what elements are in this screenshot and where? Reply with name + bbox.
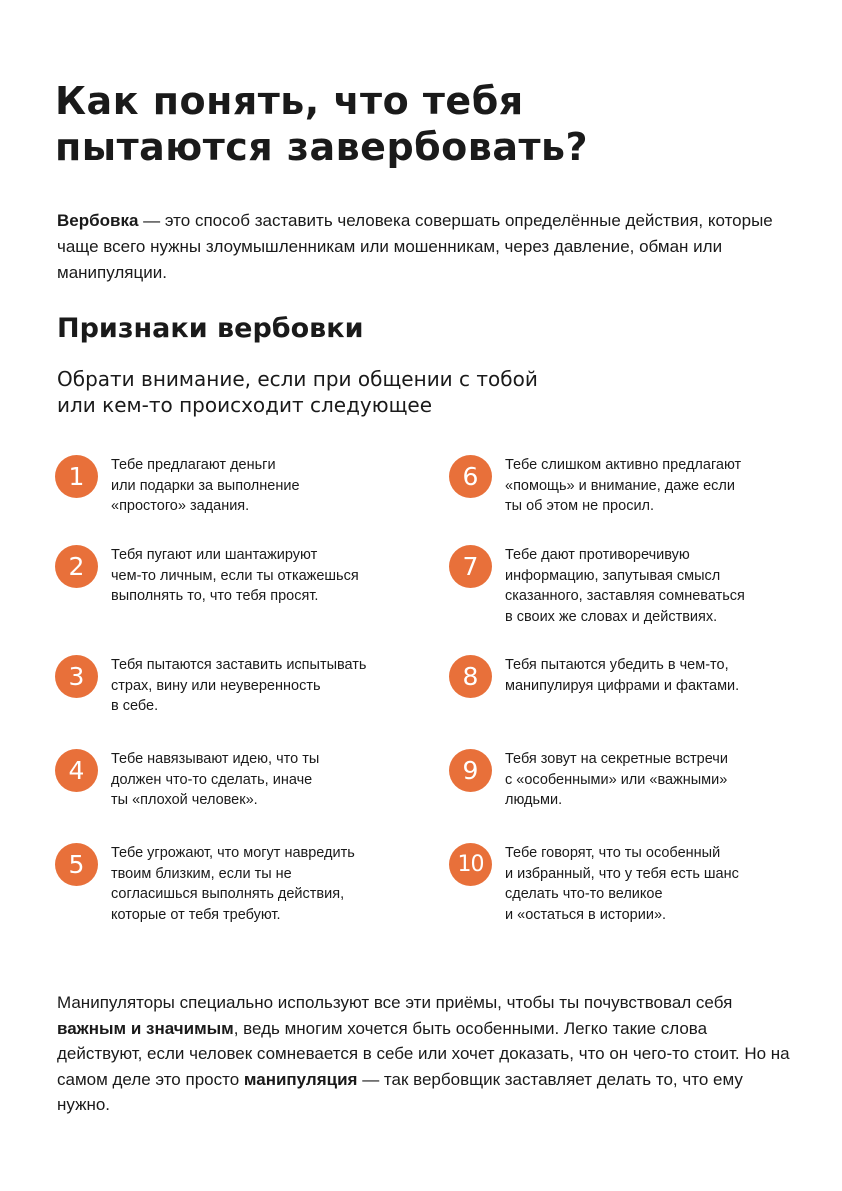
sign-text: Тебе угрожают, что могут навредить твоим близким, если ты не согласишься выполнять действия, которые от тебя требуют. bbox=[111, 845, 355, 923]
sign-text: Тебе говорят, что ты особенный и избранный, что у тебя есть шанс сделать что-то великое и «остаться в истории». bbox=[505, 845, 739, 923]
intro-definition: — это способ заставить человека совершать определённые действия, которые чаще всего нужны злоумышленникам или мошенникам, через давление, обман или манипуляции. bbox=[57, 211, 773, 282]
section-subtitle bbox=[57, 366, 657, 418]
number-badge: 6 bbox=[449, 455, 492, 498]
number-badge: 10 bbox=[449, 843, 492, 886]
title-line-1: Как понять, что тебя bbox=[55, 79, 524, 123]
sign-item-2 bbox=[55, 545, 359, 607]
sign-text: Тебе предлагают деньги или подарки за выполнение «простого» задания. bbox=[111, 457, 300, 514]
number-badge: 1 bbox=[55, 455, 98, 498]
intro-paragraph bbox=[57, 208, 787, 286]
subtitle-line-2: или кем-то происходит следующее bbox=[57, 393, 433, 417]
conclusion-part-1: Манипуляторы специально используют все эти приёмы, чтобы ты почувствовал себя bbox=[57, 993, 733, 1012]
intro-term: Вербовка bbox=[57, 211, 139, 230]
sign-text: Тебя зовут на секретные встречи с «особенными» или «важными» людьми. bbox=[505, 751, 728, 808]
sign-item-5 bbox=[55, 843, 355, 925]
sign-text: Тебе слишком активно предлагают «помощь» и внимание, даже если ты об этом не просил. bbox=[505, 457, 742, 514]
sign-item-3 bbox=[55, 655, 367, 717]
number-badge: 9 bbox=[449, 749, 492, 792]
number-badge: 2 bbox=[55, 545, 98, 588]
conclusion-bold-2: манипуляция bbox=[243, 1069, 358, 1089]
number-badge: 4 bbox=[55, 749, 98, 792]
title-line-2: пытаются завербовать? bbox=[55, 125, 589, 169]
sign-item-4 bbox=[55, 749, 319, 811]
number-badge: 5 bbox=[55, 843, 98, 886]
conclusion-part-2: , ведь многим хочется быть особенными. Легко такие слова действуют, если человек сомневается в себе или хочет доказать, что он чего-то стоит. Но на самом деле это просто bbox=[57, 1018, 790, 1089]
sign-item-10 bbox=[449, 843, 739, 925]
page-title bbox=[55, 78, 795, 170]
sign-item-1 bbox=[55, 455, 300, 517]
section-heading: Признаки вербовки bbox=[57, 313, 364, 344]
number-badge: 7 bbox=[449, 545, 492, 588]
sign-text: Тебе дают противоречивую информацию, запутывая смысл сказанного, заставляя сомневаться в своих же словах и действиях. bbox=[505, 547, 745, 625]
sign-item-8 bbox=[449, 655, 739, 698]
subtitle-line-1: Обрати внимание, если при общении с тобой bbox=[57, 367, 538, 391]
number-badge: 8 bbox=[449, 655, 492, 698]
conclusion-paragraph bbox=[57, 990, 797, 1118]
sign-text: Тебе навязывают идею, что ты должен что-то сделать, иначе ты «плохой человек». bbox=[111, 751, 320, 808]
sign-text: Тебя пугают или шантажируют чем-то личным, если ты откажешься выполнять то, что тебя просят. bbox=[111, 547, 359, 604]
number-badge: 3 bbox=[55, 655, 98, 698]
sign-text: Тебя пытаются убедить в чем-то, манипулируя цифрами и фактами. bbox=[505, 657, 740, 694]
sign-item-6 bbox=[449, 455, 741, 517]
sign-item-7 bbox=[449, 545, 745, 627]
sign-item-9 bbox=[449, 749, 728, 811]
conclusion-bold-1: важным и значимым bbox=[57, 1018, 234, 1038]
sign-text: Тебя пытаются заставить испытывать страх, вину или неуверенность в себе. bbox=[111, 657, 367, 714]
conclusion-part-3: — так вербовщик заставляет делать то, что ему нужно. bbox=[57, 1069, 743, 1114]
